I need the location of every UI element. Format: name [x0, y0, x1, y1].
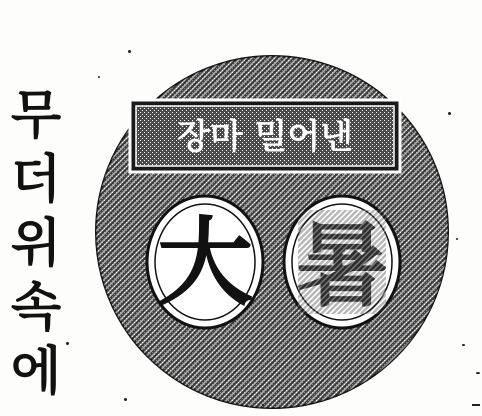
scan-speck	[128, 50, 131, 53]
scan-speck	[262, 404, 264, 406]
scan-speck	[462, 344, 465, 346]
left-seal	[147, 196, 263, 328]
left-seal-char: 大	[157, 206, 253, 319]
emblem-banner	[130, 100, 400, 172]
headline-char-3: 위	[10, 214, 62, 274]
headline-char-2: 더	[10, 150, 62, 210]
scan-mark	[472, 404, 480, 406]
headline-char-5: 에	[10, 342, 62, 402]
scan-speck	[66, 342, 69, 345]
headline-char-4: 속	[10, 278, 62, 338]
scan-speck	[448, 112, 451, 115]
scan-speck	[124, 398, 127, 401]
scan-speck	[476, 372, 480, 374]
headline-char-1: 무	[10, 86, 62, 146]
right-seal	[284, 196, 400, 328]
right-seal-char: 暑	[295, 212, 389, 320]
scan-speck	[98, 76, 100, 78]
scan-speck	[456, 238, 458, 240]
banner-text: 장마 밀어낸	[176, 117, 354, 157]
